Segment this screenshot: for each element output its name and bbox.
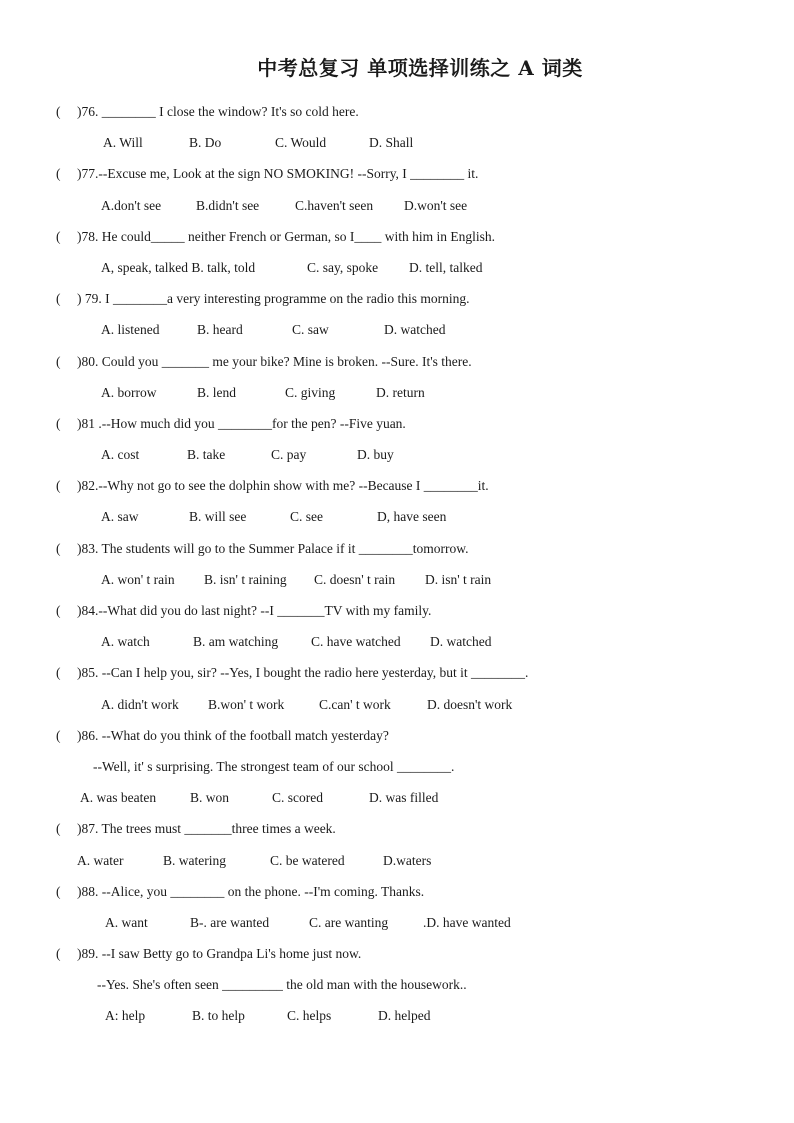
followup-text: --Well, it' s surprising. The strongest team of our school ________. — [93, 758, 455, 774]
option-c[interactable]: C. are wanting — [309, 914, 389, 930]
answer-paren[interactable]: ( — [56, 478, 61, 494]
question-83 — [0, 533, 794, 564]
option-c[interactable]: C. see — [290, 509, 323, 525]
question-89 — [0, 938, 794, 969]
option-b[interactable]: B. watering — [163, 852, 226, 868]
option-d[interactable]: D. Shall — [369, 135, 414, 151]
option-c[interactable]: C. say, spoke — [307, 259, 379, 275]
question-list — [0, 96, 794, 1032]
question-86-followup — [0, 751, 794, 782]
question-80 — [0, 346, 794, 377]
options-80 — [0, 377, 794, 408]
option-c[interactable]: C. saw — [292, 322, 329, 338]
question-85 — [0, 657, 794, 688]
question-81 — [0, 408, 794, 439]
options-87 — [0, 845, 794, 876]
option-a[interactable]: A. want — [105, 914, 148, 930]
options-77 — [0, 190, 794, 221]
option-c[interactable]: C.can' t work — [319, 696, 391, 712]
question-84 — [0, 595, 794, 626]
option-a-b[interactable]: A, speak, talked B. talk, told — [101, 259, 256, 275]
option-c[interactable]: C. be watered — [270, 852, 345, 868]
question-text: )81 .--How much did you ________for the pen? --Five yuan. — [77, 415, 406, 431]
question-text: )84.--What did you do last night? --I _______TV with my family. — [77, 603, 432, 618]
answer-paren[interactable]: ( — [56, 821, 61, 837]
question-text: )88. --Alice, you ________ on the phone. --I'm coming. Thanks. — [77, 883, 425, 899]
option-d[interactable]: .D. have wanted — [423, 914, 511, 930]
option-a[interactable]: A.don't see — [101, 197, 162, 213]
option-b[interactable]: B. am watching — [193, 634, 279, 650]
question-text: )87. The trees must _______three times a week. — [77, 821, 336, 837]
option-c[interactable]: C. Would — [275, 135, 327, 151]
question-text: )80. Could you _______ me your bike? Mine is broken. --Sure. It's there. — [77, 353, 472, 369]
options-84 — [0, 626, 794, 657]
option-c[interactable]: C. pay — [271, 447, 307, 463]
followup-text: --Yes. She's often seen _________ the old man with the housework.. — [97, 977, 467, 993]
question-text: )85. --Can I help you, sir? --Yes, I bought the radio here yesterday, but it ________. — [77, 665, 529, 681]
question-88 — [0, 876, 794, 907]
option-a[interactable]: A. won' t rain — [101, 571, 175, 587]
option-d[interactable]: D.won't see — [404, 197, 468, 213]
question-text: )78. He could_____ neither French or German, so I____ with him in English. — [77, 228, 496, 244]
question-text: ) 79. I ________a very interesting programme on the radio this morning. — [77, 291, 470, 307]
option-d[interactable]: D. was filled — [369, 790, 439, 806]
question-text: )77.--Excuse me, Look at the sign NO SMOKING! --Sorry, I ________ it. — [77, 166, 479, 182]
options-83 — [0, 564, 794, 595]
option-b[interactable]: B.won' t work — [208, 696, 285, 712]
option-d[interactable]: D. doesn't work — [427, 696, 513, 712]
options-76 — [0, 127, 794, 158]
question-89-followup — [0, 969, 794, 1000]
options-81 — [0, 439, 794, 470]
options-88 — [0, 907, 794, 938]
option-a[interactable]: A. watch — [101, 634, 150, 650]
option-b[interactable]: B. to help — [192, 1008, 245, 1024]
option-b[interactable]: B. isn' t raining — [204, 571, 287, 587]
option-d[interactable]: D. isn' t rain — [425, 571, 492, 587]
option-b[interactable]: B. Do — [189, 135, 222, 151]
options-79 — [0, 314, 794, 345]
options-86 — [0, 782, 794, 813]
answer-paren[interactable]: ( — [56, 353, 61, 369]
option-a[interactable]: A. cost — [101, 447, 140, 463]
option-d[interactable]: D. watched — [430, 634, 492, 650]
option-b[interactable]: B. won — [190, 790, 230, 806]
question-text: )86. --What do you think of the football match yesterday? — [77, 727, 389, 743]
option-d[interactable]: D. return — [376, 384, 425, 400]
option-a[interactable]: A. didn't work — [101, 696, 179, 712]
option-a[interactable]: A. water — [77, 852, 124, 868]
question-text: )76. ________ I close the window? It's so cold here. — [77, 104, 359, 119]
answer-paren[interactable]: ( — [56, 603, 61, 618]
question-82 — [0, 470, 794, 501]
page-title: 中考总复习 单项选择训练之 A 词类 — [257, 56, 583, 80]
option-b[interactable]: B-. are wanted — [190, 914, 270, 930]
option-a[interactable]: A. Will — [103, 135, 143, 151]
option-b[interactable]: B.didn't see — [196, 197, 260, 213]
option-b[interactable]: B. will see — [189, 509, 247, 525]
options-78 — [0, 252, 794, 283]
option-d[interactable]: D. buy — [357, 447, 394, 463]
option-d[interactable]: D, have seen — [377, 509, 447, 525]
question-text: )83. The students will go to the Summer Palace if it ________tomorrow. — [77, 540, 469, 556]
option-d[interactable]: D. tell, talked — [409, 259, 483, 275]
options-89 — [0, 1000, 794, 1031]
options-85 — [0, 689, 794, 720]
option-b[interactable]: B. lend — [197, 384, 236, 400]
option-c[interactable]: C. scored — [272, 790, 323, 806]
option-c[interactable]: C. doesn' t rain — [314, 571, 396, 587]
option-d[interactable]: D. watched — [384, 322, 446, 338]
question-76 — [0, 96, 794, 127]
option-c[interactable]: C. have watched — [311, 634, 401, 650]
options-82 — [0, 501, 794, 532]
question-87 — [0, 813, 794, 844]
option-b[interactable]: B. take — [187, 447, 226, 463]
option-c[interactable]: C.haven't seen — [295, 197, 374, 213]
option-a[interactable]: A: help — [105, 1008, 146, 1024]
question-78 — [0, 221, 794, 252]
option-d[interactable]: D. helped — [378, 1008, 431, 1024]
answer-paren[interactable]: ( — [56, 883, 61, 899]
answer-paren[interactable]: ( — [56, 228, 61, 244]
answer-paren[interactable]: ( — [56, 291, 61, 307]
question-text: )89. --I saw Betty go to Grandpa Li's home just now. — [77, 946, 362, 962]
question-77 — [0, 158, 794, 189]
answer-paren[interactable]: ( — [56, 665, 61, 681]
answer-paren[interactable]: ( — [56, 104, 61, 119]
answer-paren[interactable]: ( — [56, 415, 61, 431]
answer-paren[interactable]: ( — [56, 540, 61, 556]
option-a[interactable]: A. was beaten — [80, 790, 157, 806]
question-text: )82.--Why not go to see the dolphin show with me? --Because I ________it. — [77, 478, 489, 494]
option-d[interactable]: D.waters — [383, 852, 432, 868]
option-a[interactable]: A. listened — [101, 322, 160, 338]
answer-paren[interactable]: ( — [56, 166, 61, 182]
answer-paren[interactable]: ( — [56, 727, 61, 743]
option-a[interactable]: A. borrow — [101, 384, 157, 400]
option-c[interactable]: C. giving — [285, 384, 336, 400]
answer-paren[interactable]: ( — [56, 946, 61, 962]
question-86 — [0, 720, 794, 751]
option-c[interactable]: C. helps — [287, 1008, 332, 1024]
question-79 — [0, 283, 794, 314]
option-a[interactable]: A. saw — [101, 509, 139, 525]
option-b[interactable]: B. heard — [197, 322, 243, 338]
